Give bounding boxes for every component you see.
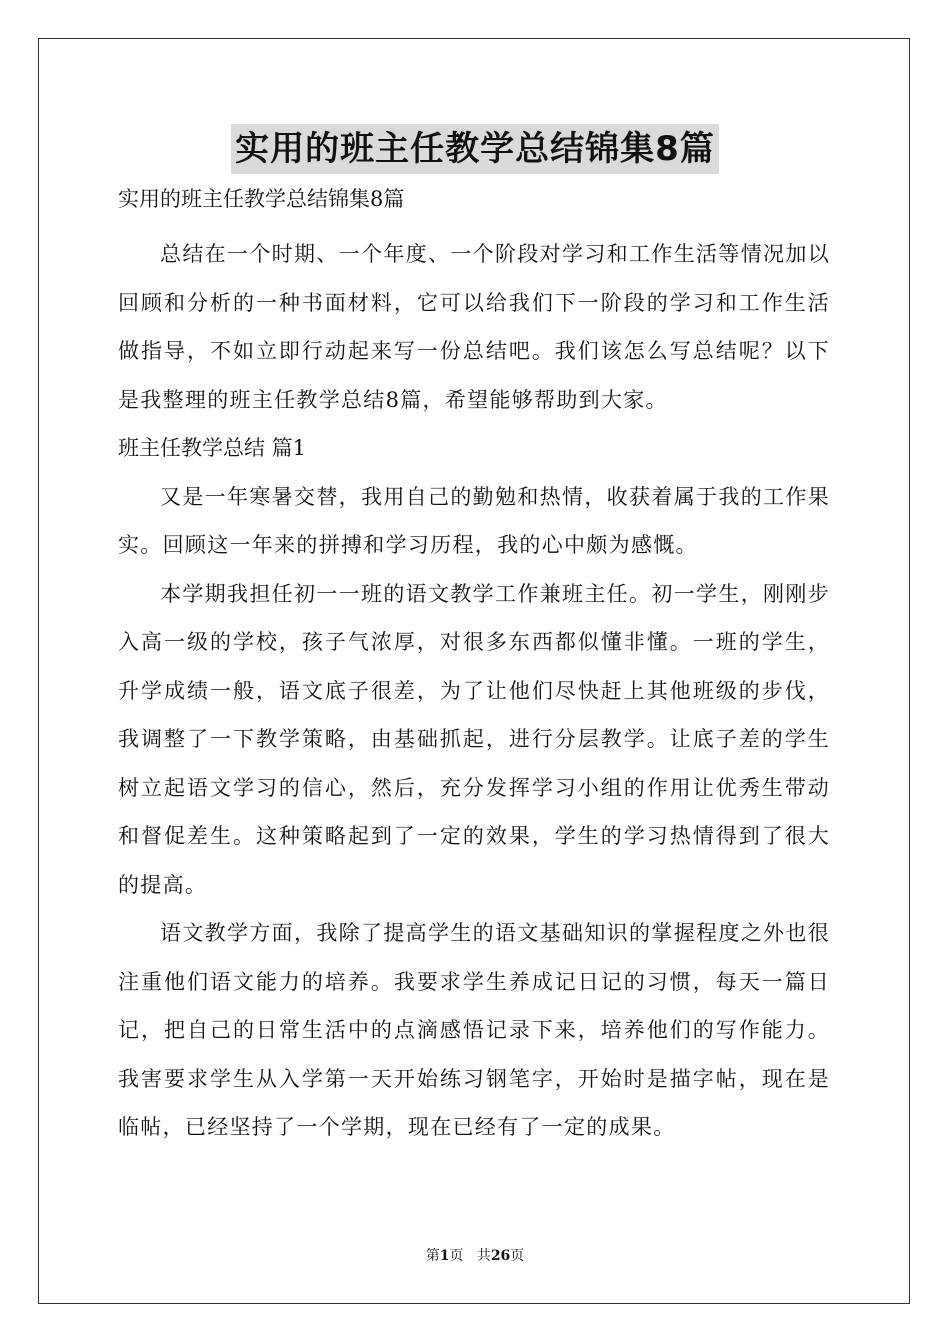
section-heading: 班主任教学总结 篇1: [118, 436, 307, 460]
body-paragraph-3: 语文教学方面，我除了提高学生的语文基础知识的掌握程度之外也很注重他们语文能力的培养。我要求学生养成记日记的习惯，每天一篇日记，把自己的日常生活中的点滴感悟记录下来，培养他们的写作能力。我害要求学生从入学第一天开始练习钢笔字，开始时是描字帖，现在是临帖，已经坚持了一个学期，现在已经有了一定的成果。: [118, 921, 830, 1139]
footer-page-number: 1: [439, 1248, 450, 1264]
footer-total-suffix: 页: [510, 1248, 525, 1264]
title-container: [0, 124, 950, 174]
footer-page-suffix: 页: [449, 1248, 464, 1264]
body-paragraph-2: 本学期我担任初一一班的语文教学工作兼班主任。初一学生，刚刚步入高一级的学校，孩子气浓厚，对很多东西都似懂非懂。一班的学生，升学成绩一般，语文底子很差，为了让他们尽快赶上其他班级的步伐，我调整了一下教学策略，由基础抓起，进行分层教学。让底子差的学生树立起语文学习的信心，然后，充分发挥学习小组的作用让优秀生带动和督促差生。这种策略起到了一定的效果，学生的学习热情得到了很大的提高。: [118, 581, 830, 897]
page-footer: [0, 1246, 950, 1266]
document-body: [118, 180, 830, 1152]
document-subtitle: 实用的班主任教学总结锦集8篇: [118, 187, 405, 211]
footer-total-pages: 26: [490, 1248, 511, 1264]
intro-paragraph: 总结在一个时期、一个年度、一个阶段对学习和工作生活等情况加以回顾和分析的一种书面材料，它可以给我们下一阶段的学习和工作生活做指导，不如立即行动起来写一份总结吧。我们该怎么写总结呢？以下是我整理的班主任教学总结8篇，希望能够帮助到大家。: [118, 242, 830, 412]
body-paragraph-1: 又是一年寒暑交替，我用自己的勤勉和热情，收获着属于我的工作果实。回顾这一年来的拼搏和学习历程，我的心中颇为感慨。: [118, 484, 830, 557]
footer-total-prefix: 共: [476, 1248, 491, 1264]
footer-page-prefix: 第: [425, 1248, 440, 1264]
document-title: 实用的班主任教学总结锦集8篇: [231, 124, 719, 174]
